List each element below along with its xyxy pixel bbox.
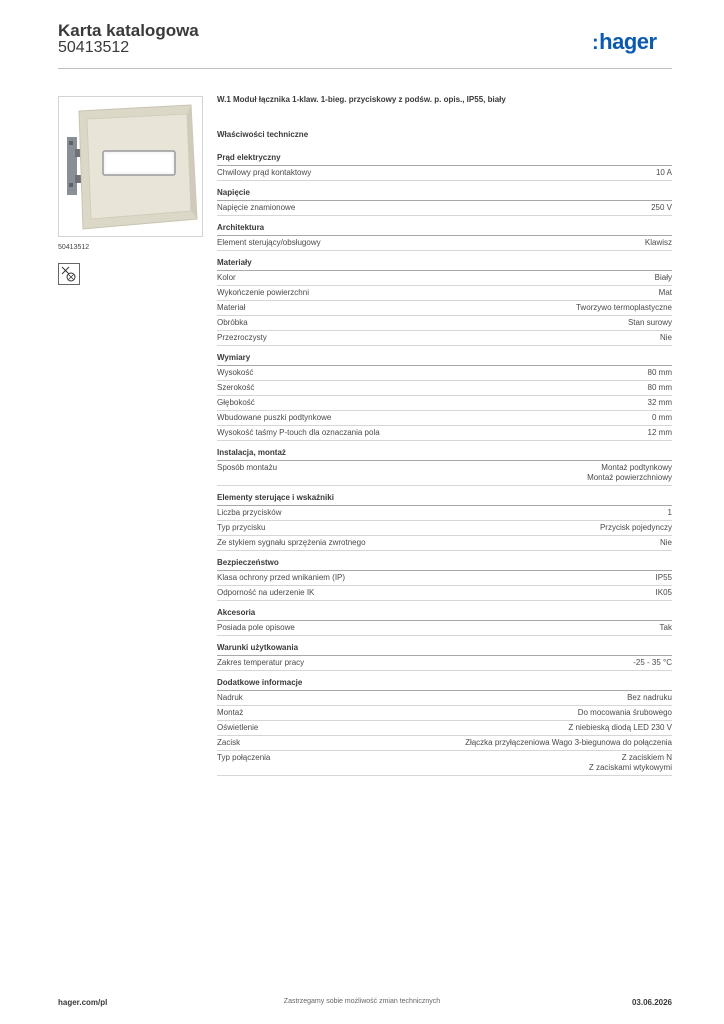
spec-row (217, 706, 672, 721)
spec-value: Nie (659, 333, 672, 342)
spec-label: Oświetlenie (217, 723, 259, 732)
spec-row (217, 201, 672, 216)
spec-row (217, 621, 672, 636)
spec-row (217, 271, 672, 286)
spec-values (652, 413, 672, 423)
spec-row (217, 316, 672, 331)
spec-value: Z zaciskiem N (621, 753, 672, 762)
spec-value: Złączka przyłączeniowa Wago 3-biegunowa do połączenia (465, 738, 672, 747)
spec-label: Głębokość (217, 398, 255, 407)
spec-value: Tworzywo termoplastyczne (575, 303, 672, 312)
spec-label: Szerokość (217, 383, 255, 392)
spec-values (660, 623, 672, 633)
spec-value: Bez nadruku (627, 693, 672, 702)
spec-row (217, 236, 672, 251)
footer-website[interactable]: hager.com/pl (58, 998, 108, 1007)
spec-label: Nadruk (217, 693, 243, 702)
spec-row (217, 691, 672, 706)
spec-values (648, 383, 672, 393)
section-title: Materiały (217, 258, 672, 271)
spec-values (578, 708, 672, 718)
spec-values (660, 538, 672, 548)
spec-row (217, 381, 672, 396)
spec-values (656, 573, 672, 583)
product-code: 50413512 (58, 39, 130, 56)
spec-section (217, 493, 672, 551)
spec-label: Element sterujący/obsługowy (217, 238, 321, 247)
spec-value: Biały (654, 273, 672, 282)
spec-value: Przycisk pojedynczy (599, 523, 672, 532)
section-title: Dodatkowe informacje (217, 678, 672, 691)
spec-value: Montaż podtynkowy (601, 463, 672, 472)
spec-values (656, 168, 672, 178)
footer-disclaimer: Zastrzegamy sobie możliwość zmian technicznych (283, 998, 441, 1005)
spec-row (217, 301, 672, 316)
switch-product-image (59, 97, 203, 237)
spec-row (217, 286, 672, 301)
section-title: Elementy sterujące i wskaźniki (217, 493, 672, 506)
spec-row (217, 366, 672, 381)
section-title: Warunki użytkowania (217, 643, 672, 656)
section-title: Prąd elektryczny (217, 153, 672, 166)
spec-label: Wysokość taśmy P-touch dla oznaczania pola (217, 428, 380, 437)
spec-value: 80 mm (647, 383, 672, 392)
spec-row (217, 426, 672, 441)
spec-section (217, 223, 672, 251)
section-title: Architektura (217, 223, 672, 236)
spec-values (589, 753, 672, 773)
spec-label: Zacisk (217, 738, 241, 747)
thumbnail-caption: 50413512 (58, 244, 90, 251)
spec-label: Ze stykiem sygnału sprzężenia zwrotnego (217, 538, 366, 547)
section-title: Napięcie (217, 188, 672, 201)
spec-label: Wysokość (217, 368, 254, 377)
spec-value: Montaż powierzchniowy (587, 473, 672, 482)
technical-heading: Właściwości techniczne (217, 130, 309, 139)
spec-label: Typ połączenia (217, 753, 271, 762)
spec-values (627, 693, 672, 703)
spec-values (651, 203, 672, 213)
spec-label: Liczba przycisków (217, 508, 282, 517)
spec-values (659, 288, 672, 298)
spec-values (628, 318, 672, 328)
spec-row (217, 461, 672, 486)
spec-values (660, 333, 672, 343)
spec-row (217, 411, 672, 426)
spec-value: Z niebieską diodą LED 230 V (568, 723, 672, 732)
spec-section (217, 448, 672, 486)
spec-values (568, 723, 672, 733)
spec-values (576, 303, 672, 313)
spec-value: -25 - 35 °C (633, 658, 672, 667)
spec-row (217, 586, 672, 601)
spec-values (465, 738, 672, 748)
spec-value: 1 (667, 508, 672, 517)
section-title: Bezpieczeństwo (217, 558, 672, 571)
spec-value: Klawisz (644, 238, 672, 247)
spec-section (217, 353, 672, 441)
product-thumbnail[interactable] (58, 96, 203, 237)
spec-label: Odporność na uderzenie IK (217, 588, 315, 597)
spec-value: IK05 (655, 588, 672, 597)
spec-label: Chwilowy prąd kontaktowy (217, 168, 312, 177)
section-title: Instalacja, montaż (217, 448, 672, 461)
spec-label: Obróbka (217, 318, 248, 327)
spec-value: 10 A (655, 168, 672, 177)
spec-label: Klasa ochrony przed wnikaniem (IP) (217, 573, 346, 582)
hager-logo[interactable] (592, 29, 657, 55)
disposal-symbol-icon (59, 264, 79, 284)
product-title: W.1 Moduł łącznika 1-klaw. 1-bieg. przyciskowy z podśw. p. opis., IP55, biały (217, 95, 506, 104)
logo-prefix: : (592, 32, 599, 54)
spec-section (217, 153, 672, 181)
spec-value: Nie (659, 538, 672, 547)
spec-label: Napięcie znamionowe (217, 203, 296, 212)
spec-value: Mat (658, 288, 672, 297)
spec-section (217, 678, 672, 776)
spec-label: Sposób montażu (217, 463, 278, 472)
spec-label: Montaż (217, 708, 244, 717)
spec-label: Zakres temperatur pracy (217, 658, 305, 667)
spec-value: 80 mm (647, 368, 672, 377)
spec-value: Do mocowania śrubowego (577, 708, 672, 717)
spec-value: IP55 (655, 573, 672, 582)
logo-text: hager (599, 29, 657, 54)
spec-value: 32 mm (647, 398, 672, 407)
spec-label: Materiał (217, 303, 246, 312)
spec-values (668, 508, 672, 518)
spec-value: Stan surowy (627, 318, 672, 327)
spec-value: Tak (659, 623, 672, 632)
spec-row (217, 331, 672, 346)
spec-section (217, 608, 672, 636)
section-title: Akcesoria (217, 608, 672, 621)
spec-row (217, 721, 672, 736)
footer-date: 03.06.2026 (631, 998, 672, 1007)
spec-row (217, 656, 672, 671)
spec-label: Typ przycisku (217, 523, 266, 532)
spec-row (217, 521, 672, 536)
spec-section (217, 258, 672, 346)
spec-value: Z zaciskami wtykowymi (588, 763, 672, 772)
spec-value: 0 mm (652, 413, 672, 422)
spec-section (217, 643, 672, 671)
spec-value: 250 V (651, 203, 672, 212)
spec-values (600, 523, 672, 533)
spec-row (217, 396, 672, 411)
section-title: Wymiary (217, 353, 672, 366)
spec-values (648, 428, 672, 438)
spec-row (217, 166, 672, 181)
spec-label: Kolor (217, 273, 236, 282)
spec-section (217, 188, 672, 216)
spec-label: Wbudowane puszki podtynkowe (217, 413, 332, 422)
page-title: Karta katalogowa (58, 21, 199, 40)
spec-values (656, 588, 672, 598)
spec-label: Posiada pole opisowe (217, 623, 295, 632)
spec-label: Wykończenie powierzchni (217, 288, 309, 297)
spec-values (648, 398, 672, 408)
spec-sections (217, 153, 672, 783)
spec-value: 12 mm (647, 428, 672, 437)
spec-values (587, 463, 672, 483)
spec-row (217, 751, 672, 776)
header-divider (58, 68, 672, 69)
spec-values (633, 658, 672, 668)
spec-row (217, 506, 672, 521)
recycle-disposal-icon[interactable] (58, 263, 80, 285)
spec-row (217, 571, 672, 586)
spec-values (655, 273, 672, 283)
spec-values (648, 368, 672, 378)
spec-row (217, 536, 672, 551)
spec-row (217, 736, 672, 751)
spec-label: Przezroczysty (217, 333, 267, 342)
spec-values (645, 238, 672, 248)
spec-section (217, 558, 672, 601)
